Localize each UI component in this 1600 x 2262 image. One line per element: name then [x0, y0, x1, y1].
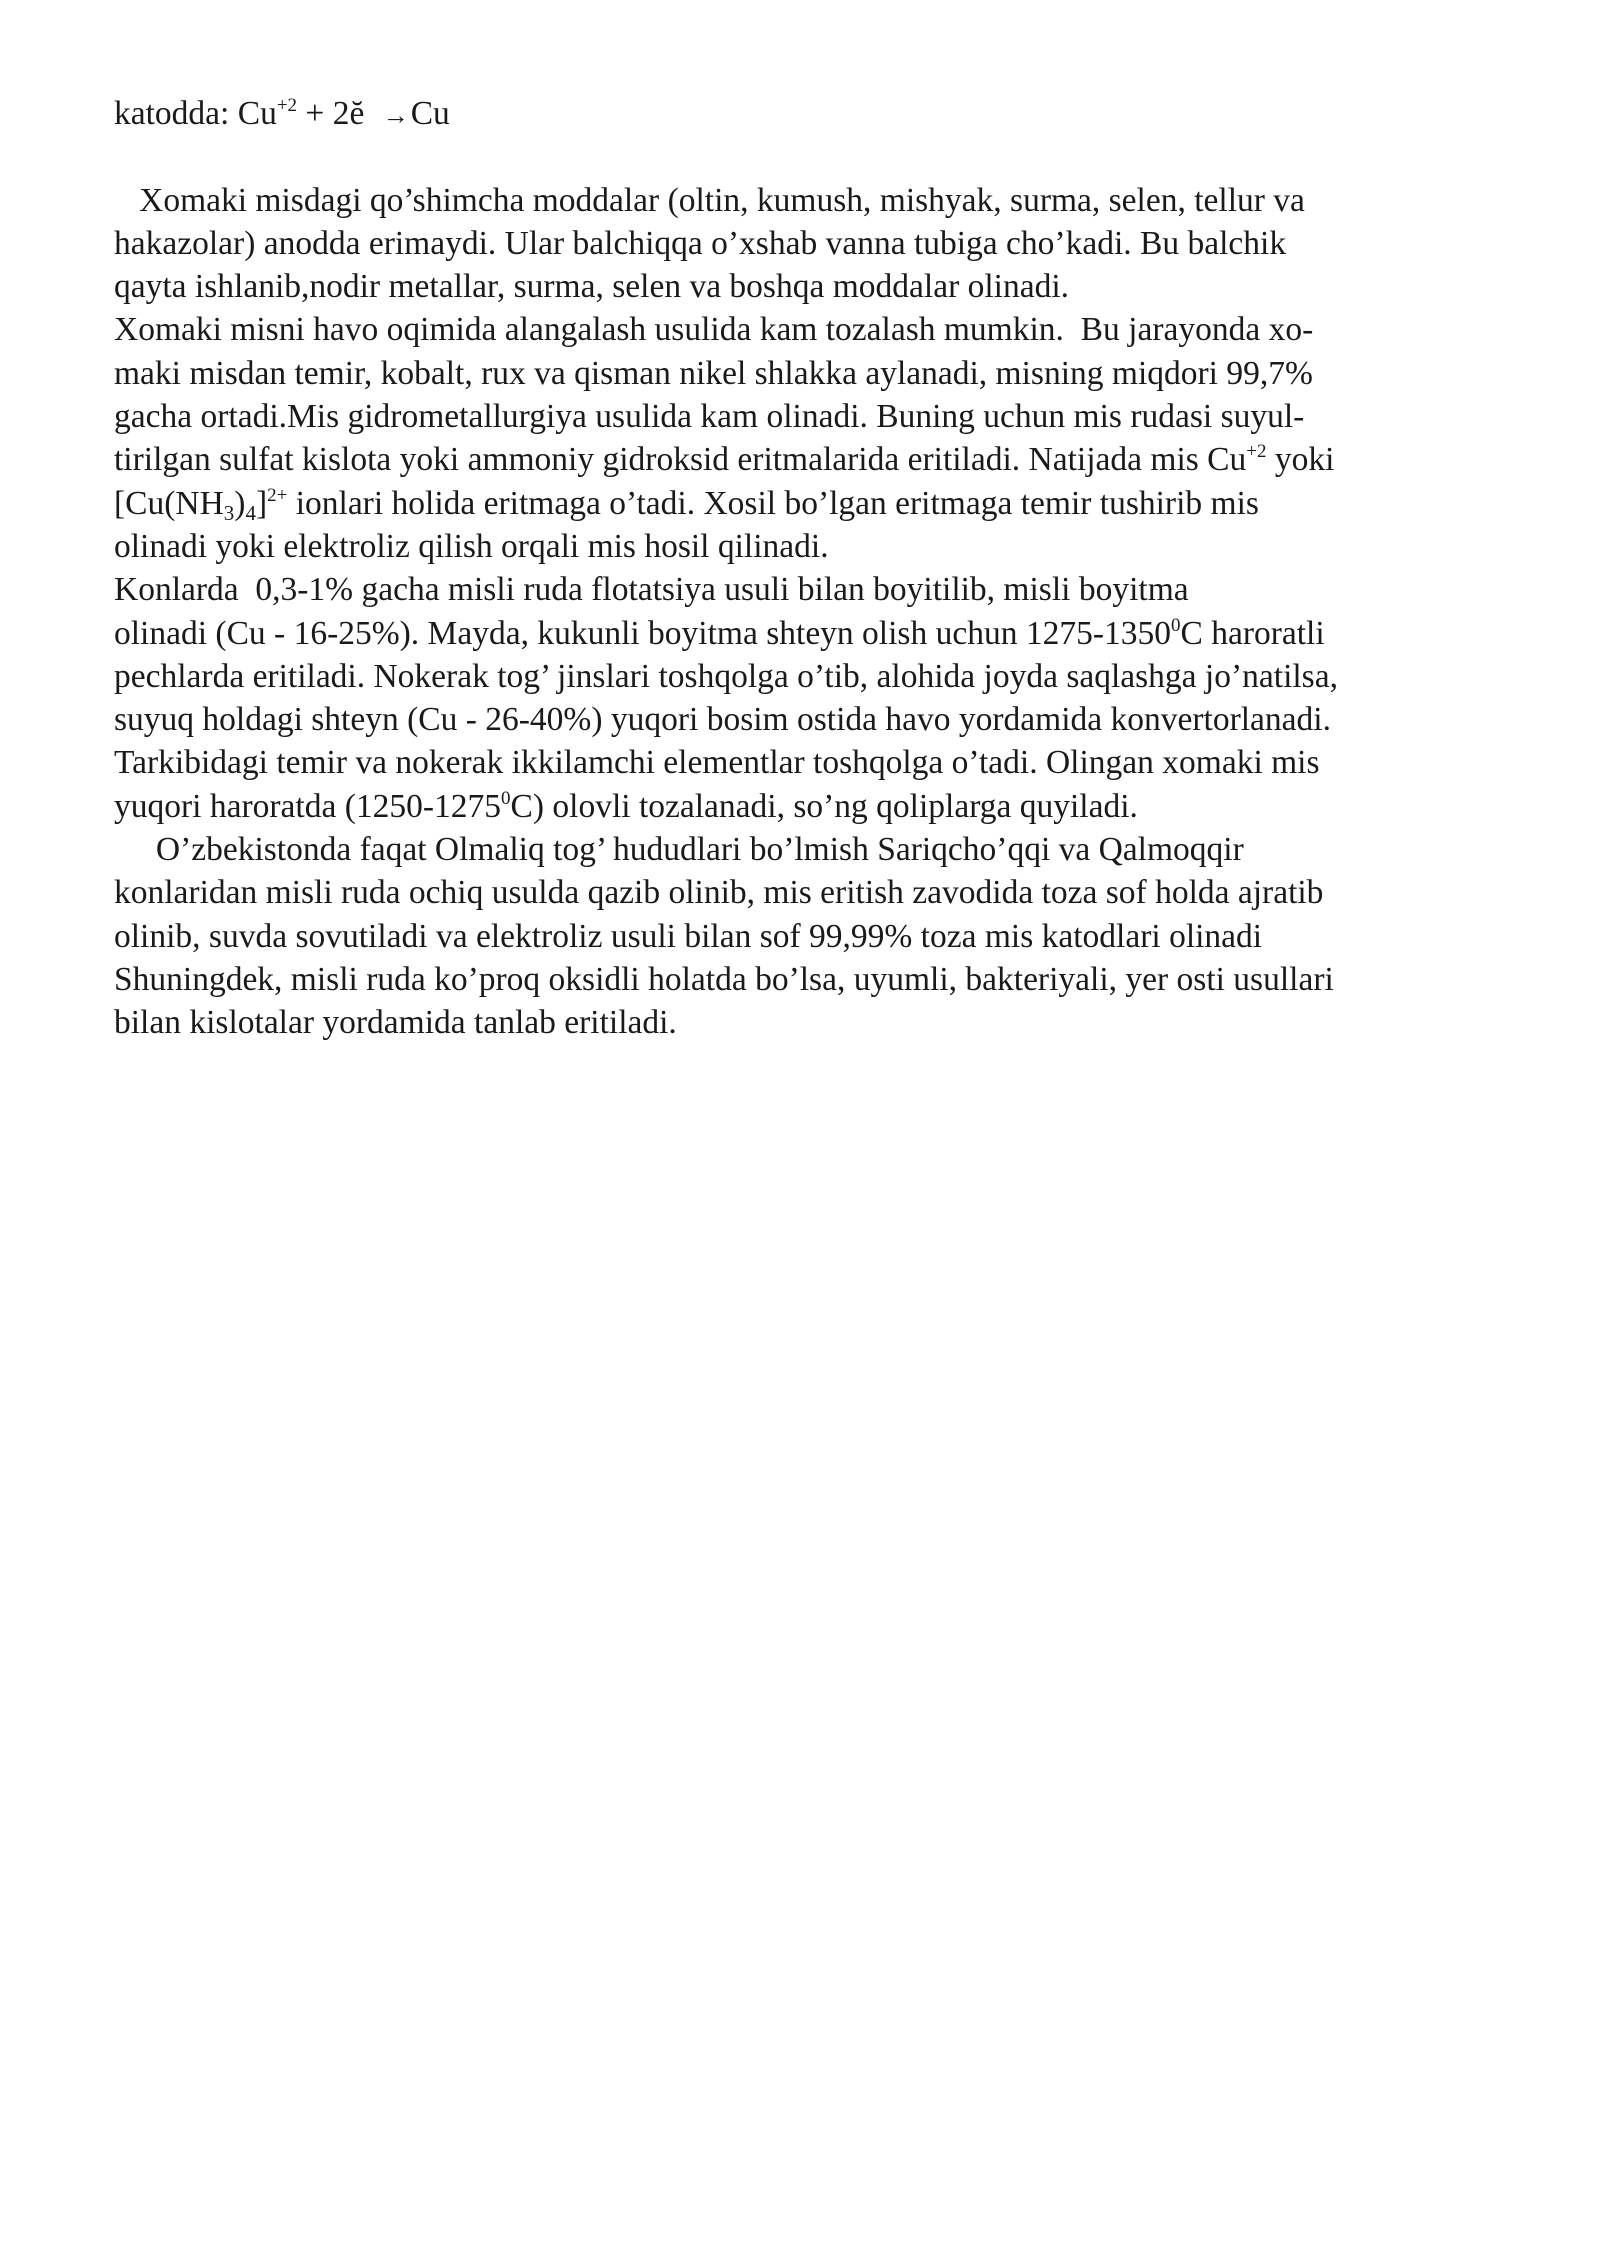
- paragraph-line: suyuq holdagi shteyn (Cu - 26-40%) yuqori bosim ostida havo yordamida konvertorlanadi.: [114, 701, 1331, 739]
- text-run: olinadi (Cu - 16-25%). Mayda, kukunli boyitma shteyn olish uchun 1275-1350: [114, 614, 1171, 652]
- text-run: ]: [255, 484, 268, 522]
- paragraph-line: Xomaki misni havo oqimida alangalash usulida kam tozalash mumkin. Bu jarayonda xo-: [114, 311, 1314, 349]
- reaction-arrow: →: [382, 101, 409, 130]
- text-run: yoki: [1266, 441, 1335, 479]
- text-run: [Cu(NH: [114, 484, 224, 522]
- text-run: C) olovli tozalanadi, so’ng qoliplarga quyiladi.: [510, 787, 1138, 825]
- cathode-equation: [114, 92, 1504, 135]
- paragraph-line: [114, 612, 1504, 655]
- paragraph-line: [114, 438, 1504, 481]
- superscript: 2+: [267, 484, 288, 506]
- paragraph-line: konlaridan misli ruda ochiq usulda qazib olinib, mis eritish zavodida toza sof holda ajratib: [114, 874, 1324, 912]
- paragraph-line: bilan kislotalar yordamida tanlab eritiladi.: [114, 1004, 677, 1042]
- paragraph-line: Xomaki misdagi qo’shimcha moddalar (oltin, kumush, mishyak, surma, selen, tellur va: [114, 181, 1305, 219]
- paragraph-line: Tarkibidagi temir va nokerak ikkilamchi elementlar toshqolga o’tadi. Olingan xomaki mis: [114, 744, 1320, 782]
- text-run: C haroratli: [1180, 614, 1325, 652]
- equation-charge: +2: [276, 95, 298, 116]
- text-run: yuqori haroratda (1250-1275: [114, 787, 502, 825]
- paragraph-line: qayta ishlanib,nodir metallar, surma, selen va boshqa moddalar olinadi.: [114, 268, 1070, 306]
- paragraph-line: hakazolar) anodda erimaydi. Ular balchiqqa o’xshab vanna tubiga cho’kadi. Bu balchik: [114, 224, 1287, 262]
- paragraph-line: [114, 785, 1504, 828]
- paragraph-line: O’zbekistonda faqat Olmaliq tog’ hududlari bo’lmish Sariqcho’qqi va Qalmoqqir: [114, 831, 1244, 869]
- paragraph-line: olinadi yoki elektroliz qilish orqali mis hosil qilinadi.: [114, 527, 829, 565]
- paragraph-line: Shuningdek, misli ruda ko’proq oksidli holatda bo’lsa, uyumli, bakteriyali, yer osti usullari: [114, 960, 1334, 998]
- paragraph-line: Konlarda 0,3-1% gacha misli ruda flotatsiya usuli bilan boyitilib, misli boyitma: [114, 571, 1189, 609]
- paragraph-gap: [114, 135, 1504, 178]
- superscript: +2: [1246, 441, 1267, 463]
- paragraph-line: olinib, suvda sovutiladi va elektroliz usuli bilan sof 99,99% toza mis katodlari olinadi: [114, 917, 1263, 955]
- paragraph-line: [114, 482, 1504, 525]
- subscript: 3: [223, 500, 235, 525]
- paragraph-line: maki misdan temir, kobalt, rux va qisman nikel shlakka aylanadi, misning miqdori 99,7%: [114, 354, 1313, 392]
- equation-product: Cu: [410, 95, 450, 132]
- paragraph-line: gacha ortadi.Mis gidrometallurgiya usulida kam olinadi. Buning uchun mis rudasi suyul-: [114, 398, 1305, 436]
- equation-left: katodda: Cu: [114, 95, 277, 132]
- text-run: ): [234, 484, 246, 522]
- document-body: [114, 92, 1504, 1045]
- equation-electrons: + 2ĕ: [297, 95, 373, 132]
- superscript: 0: [1170, 614, 1181, 636]
- superscript: 0: [501, 787, 511, 809]
- text-run: ionlari holida eritmaga o’tadi. Xosil bo’lgan eritmaga temir tushirib mis: [287, 484, 1259, 522]
- text-run: tirilgan sulfat kislota yoki ammoniy gidroksid eritmalarida eritiladi. Natijada mis Cu: [114, 441, 1247, 479]
- paragraph-line: pechlarda eritiladi. Nokerak tog’ jinslari toshqolga o’tib, alohida joyda saqlashga jo’natilsa,: [114, 657, 1338, 695]
- subscript: 4: [245, 500, 256, 525]
